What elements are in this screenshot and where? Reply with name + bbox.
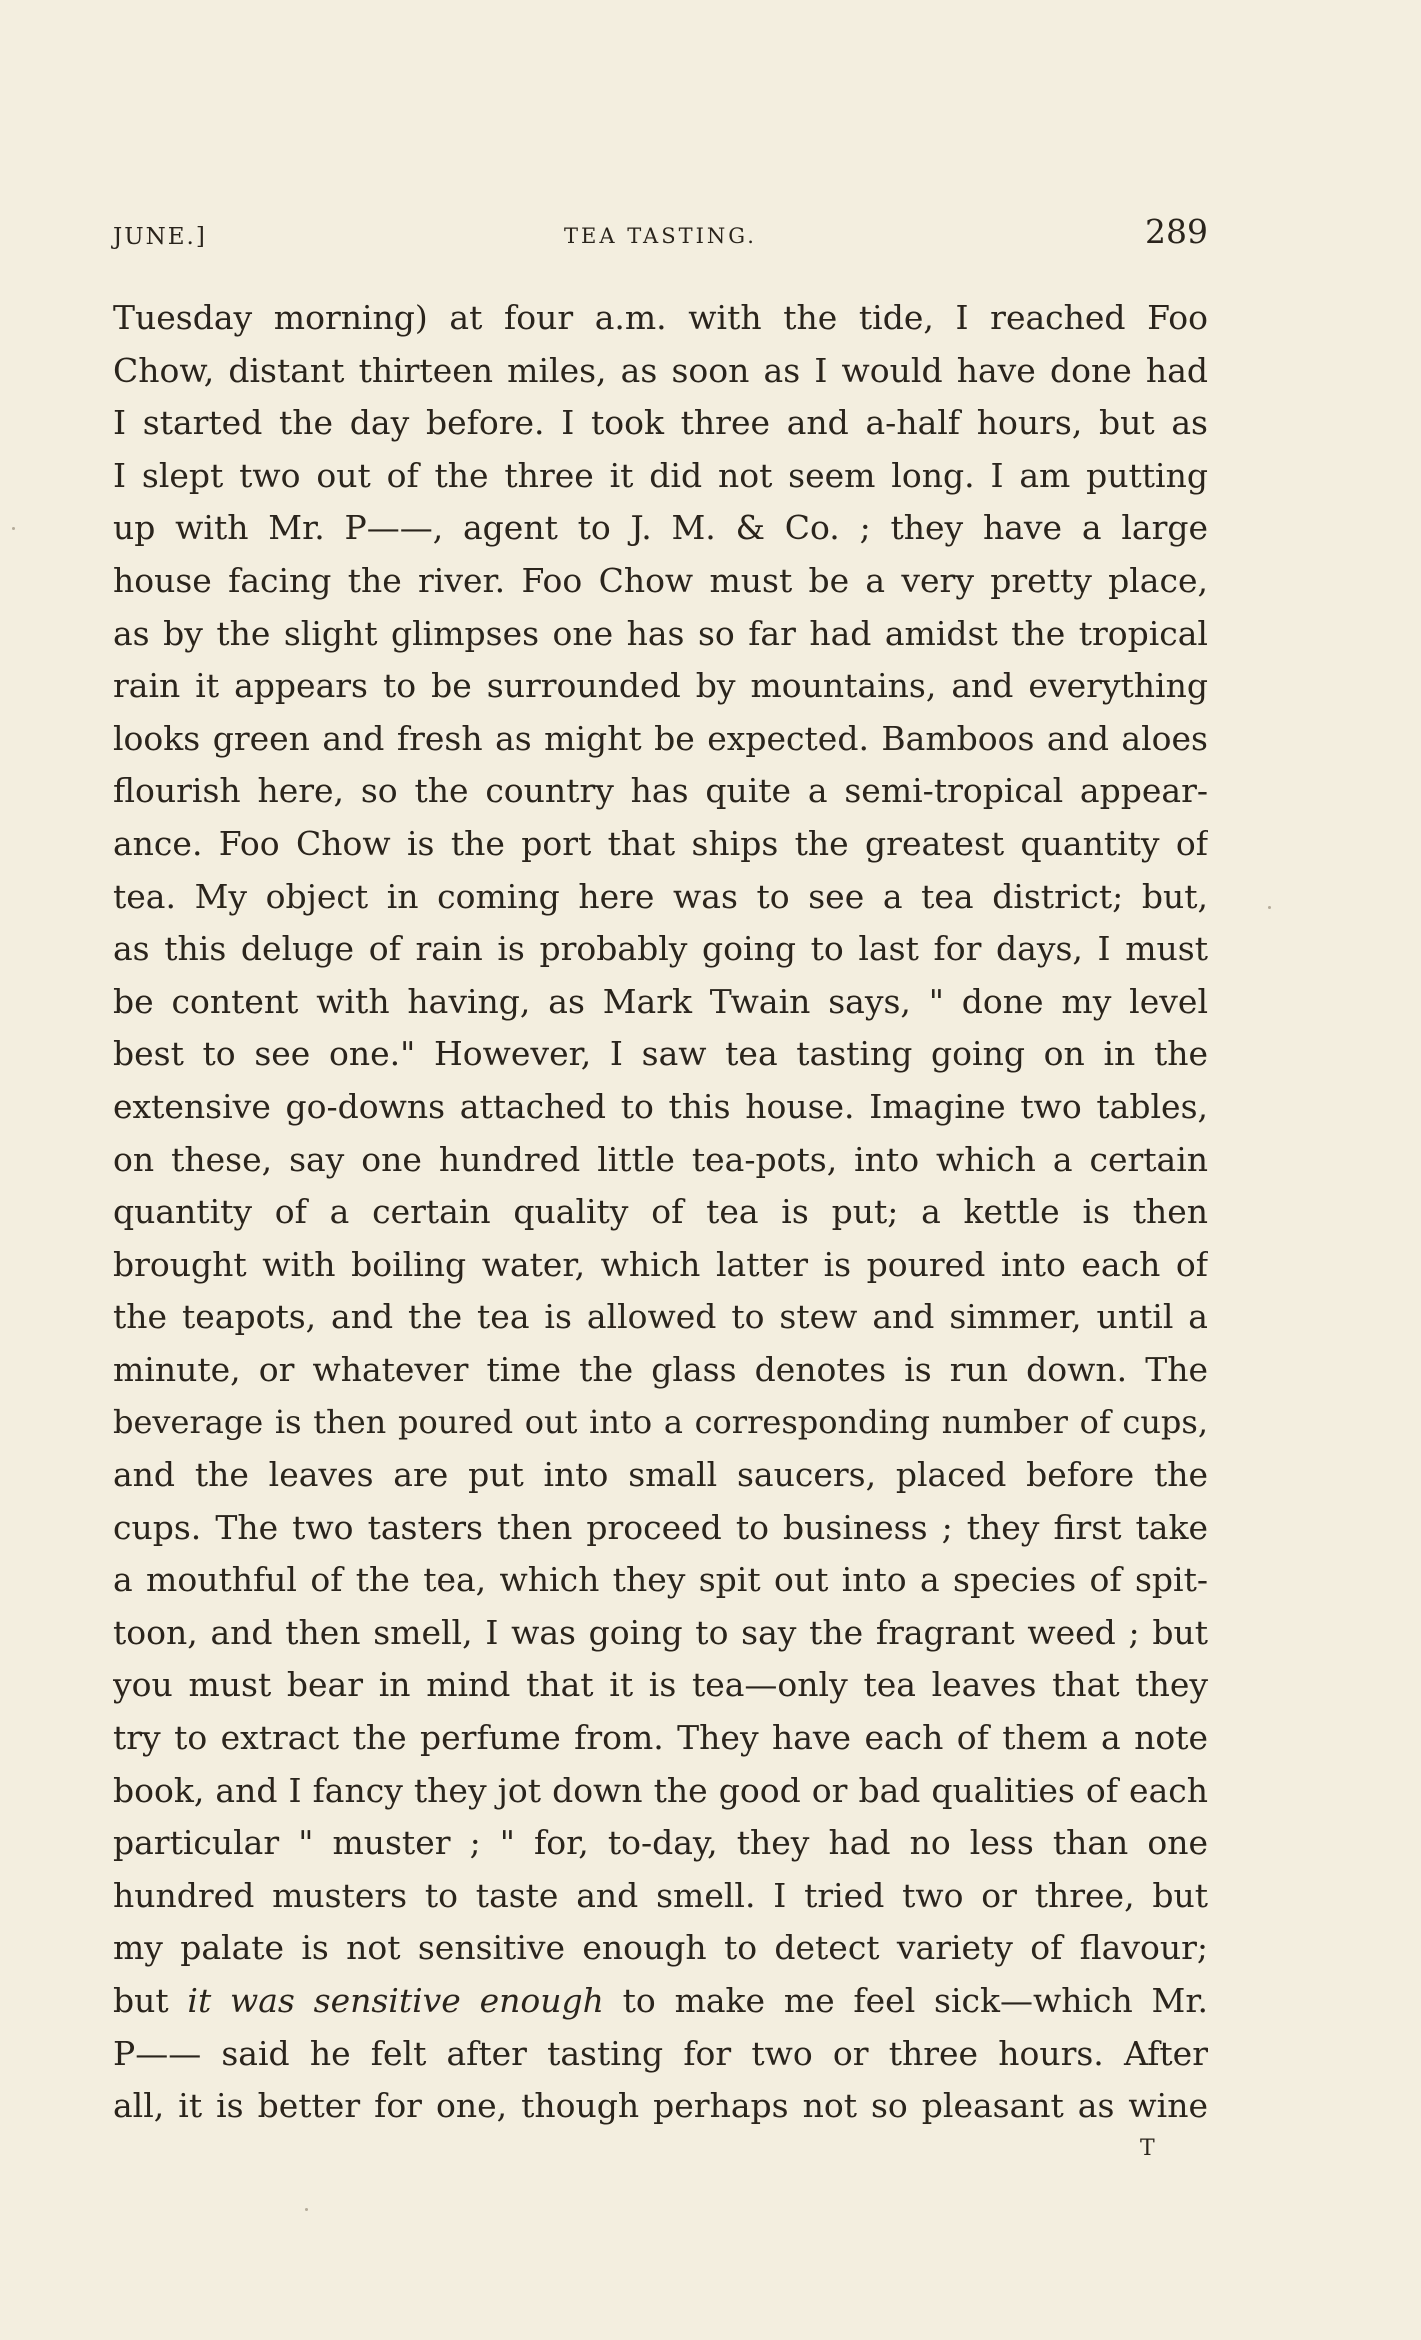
text-line: rain it appears to be surrounded by mountains, and everything xyxy=(113,666,1208,706)
text-line: Tuesday morning) at four a.m. with the tide, I reached Foo xyxy=(113,298,1208,337)
text-line: book, and I fancy they jot down the good or bad qualities of each xyxy=(113,1770,1208,1810)
text-line: beverage is then poured out into a corresponding number of cups, xyxy=(113,1403,1208,1442)
text-line: a mouthful of the tea, which they spit out into a species of spit- xyxy=(113,1560,1208,1600)
text-line: my palate is not sensitive enough to detect variety of flavour; xyxy=(113,1928,1208,1968)
text-line: I slept two out of the three it did not seem long. I am putting xyxy=(113,455,1208,495)
text-line-with-italic xyxy=(113,1975,1208,2028)
text-line: cups. The two tasters then proceed to business ; they first take xyxy=(113,1507,1208,1547)
text-line: up with Mr. P——, agent to J. M. & Co. ; they have a large xyxy=(113,508,1208,548)
text-line: and the leaves are put into small saucers, placed before the xyxy=(113,1455,1208,1495)
text-line: you must bear in mind that it is tea—only tea leaves that they xyxy=(113,1665,1208,1705)
text-line: brought with boiling water, which latter is poured into each of xyxy=(113,1244,1208,1284)
text-line: try to extract the perfume from. They have each of them a note xyxy=(113,1718,1208,1758)
text-line: particular " muster ; " for, to-day, they had no less than one xyxy=(113,1823,1208,1863)
text-line: P—— said he felt after tasting for two or three hours. After xyxy=(113,2033,1208,2073)
line-part: but xyxy=(113,1981,188,2020)
text-line: Chow, distant thirteen miles, as soon as I would have done had xyxy=(113,350,1208,390)
text-line: looks green and fresh as might be expected. Bamboos and aloes xyxy=(113,718,1208,758)
signature-mark: T xyxy=(1140,2136,1156,2161)
text-line: tea. My object in coming here was to see a tea district; but, xyxy=(113,876,1208,916)
text-line: best to see one." However, I saw tea tasting going on in the xyxy=(113,1034,1208,1074)
paper-speck xyxy=(1268,906,1271,909)
text-line: as by the slight glimpses one has so far had amidst the tropical xyxy=(113,613,1208,653)
text-line: be content with having, as Mark Twain says, " done my level xyxy=(113,981,1208,1021)
text-line: on these, say one hundred little tea-pots, into which a certain xyxy=(113,1139,1208,1179)
text-line: hundred musters to taste and smell. I tried two or three, but xyxy=(113,1875,1208,1915)
text-line: ance. Foo Chow is the port that ships the greatest quantity of xyxy=(113,823,1208,863)
line-part: to make me feel sick—which Mr. xyxy=(603,1981,1208,2020)
text-line: all, it is better for one, though perhaps not so pleasant as wine xyxy=(113,2086,1208,2126)
text-line: quantity of a certain quality of tea is put; a kettle is then xyxy=(113,1192,1208,1232)
running-header xyxy=(113,212,1208,262)
text-line: toon, and then smell, I was going to say the fragrant weed ; but xyxy=(113,1612,1208,1652)
paper-speck xyxy=(12,527,15,530)
text-line: I started the day before. I took three and a-half hours, but as xyxy=(113,403,1208,443)
text-line: house facing the river. Foo Chow must be a very pretty place, xyxy=(113,560,1208,600)
page-number: 289 xyxy=(1145,212,1208,251)
text-line: as this deluge of rain is probably going to last for days, I must xyxy=(113,929,1208,969)
paper-speck xyxy=(305,2208,308,2211)
text-line: the teapots, and the tea is allowed to stew and simmer, until a xyxy=(113,1297,1208,1337)
header-month: JUNE.] xyxy=(113,224,207,250)
body-text xyxy=(113,292,1208,2133)
header-title: TEA TASTING. xyxy=(564,224,757,248)
italic-phrase: it was sensitive enough xyxy=(187,1981,604,2020)
text-line: minute, or whatever time the glass denotes is run down. The xyxy=(113,1349,1208,1389)
text-line: extensive go-downs attached to this house. Imagine two tables, xyxy=(113,1086,1208,1126)
text-line: flourish here, so the country has quite a semi-tropical appear- xyxy=(113,771,1208,811)
